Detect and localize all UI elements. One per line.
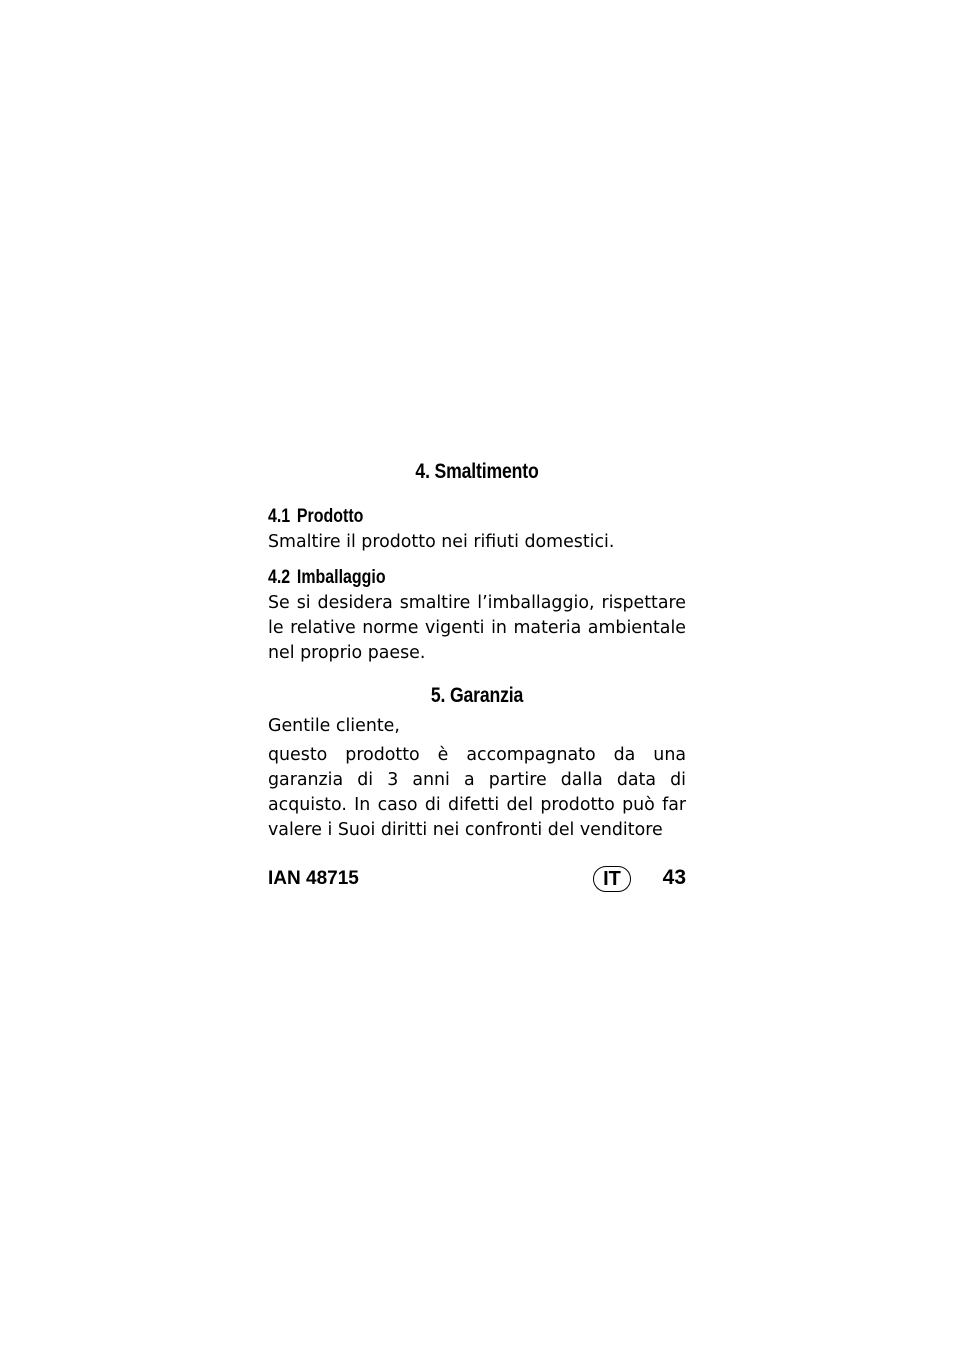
subsection-number: 4.1 xyxy=(268,506,291,527)
page-number: 43 xyxy=(662,866,686,889)
section-title-garanzia: 5. Garanzia xyxy=(430,684,524,707)
section-title-smaltimento: 4. Smaltimento xyxy=(415,460,539,483)
paragraph-greeting: Gentile cliente, xyxy=(268,716,400,736)
paragraph-garanzia: questo prodotto è accompagnato da una garanzia di 3 anni a partire dalla data di acquisto. In caso di difetti del prodotto può far valere i Suoi diritti nei confronti del venditore xyxy=(268,745,686,840)
subsection-title-prodotto xyxy=(268,506,619,528)
subsection-number: 4.2 xyxy=(268,567,291,588)
subsection-label: Prodotto xyxy=(296,506,364,527)
footer-ian-code: IAN 48715 xyxy=(268,868,359,889)
paragraph-prodotto: Smaltire il prodotto nei rifiuti domestici. xyxy=(268,532,615,552)
language-badge: IT xyxy=(593,866,631,892)
subsection-title-imballaggio xyxy=(268,567,619,589)
subsection-label: Imballaggio xyxy=(296,567,386,588)
page-footer xyxy=(268,864,686,896)
page-content xyxy=(268,460,686,843)
paragraph-imballaggio: Se si desidera smaltire l’imballaggio, rispettare le relative norme vigenti in materia ambientale nel proprio paese. xyxy=(268,593,686,663)
